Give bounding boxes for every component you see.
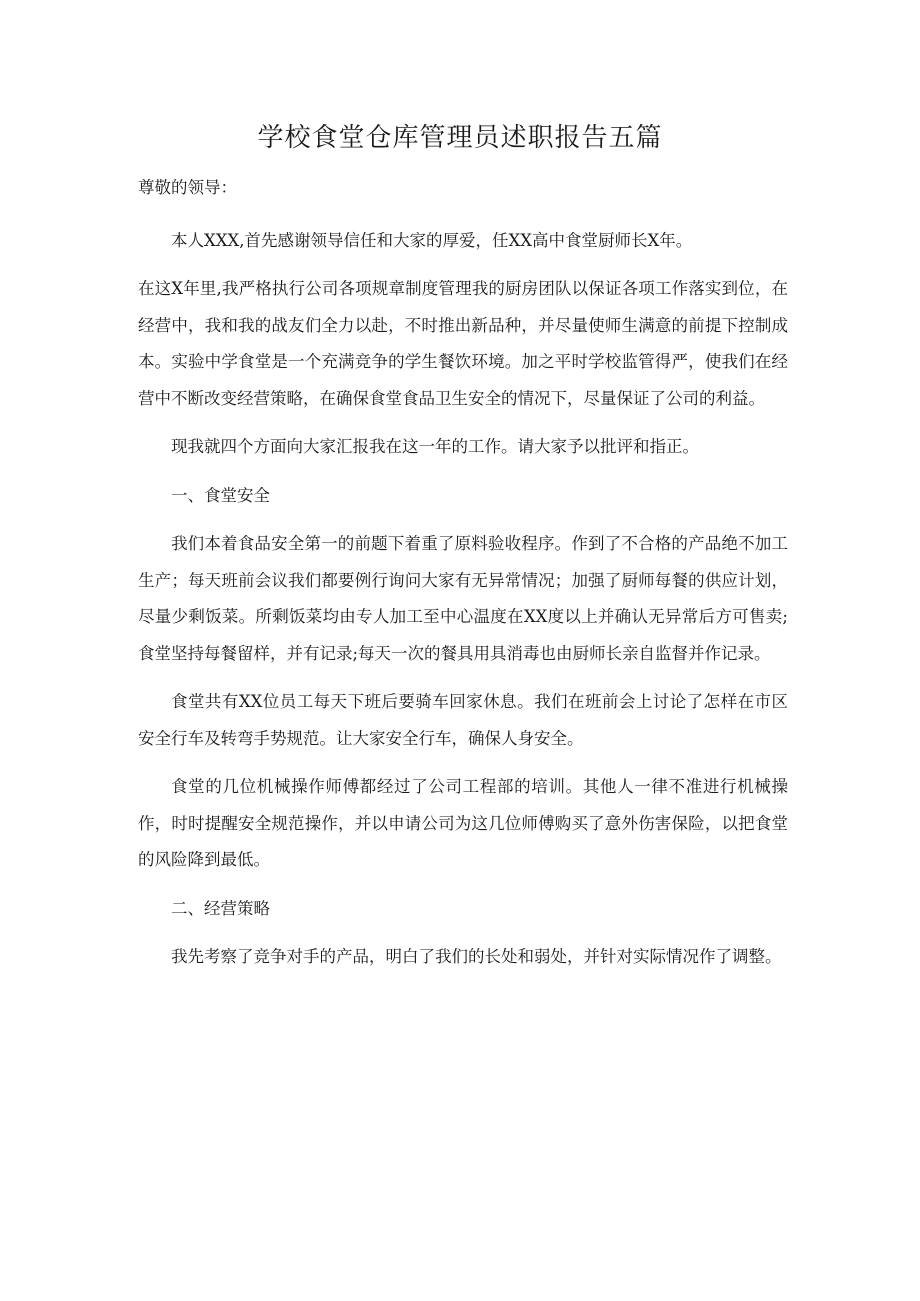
paragraph-commute-safety: 食堂共有XX位员工每天下班后要骑车回家休息。我们在班前会上讨论了怎样在市区安全行车及转弯手势规范。让大家安全行车，确保人身安全。 [138,692,788,748]
paragraph-overview: 在这X年里,我严格执行公司各项规章制度管理我的厨房团队以保证各项工作落实到位，在经营中，我和我的战友们全力以赴，不时推出新品种，并尽量使师生满意的前提下控制成本。实验中学食堂是一个充满竞争的学生餐饮环境。加之平时学校监管得严，使我们在经营中不断改变经营策略，在确保食堂食品卫生安全的情况下，尽量保证了公司的利益。 [138,279,788,408]
document-title: 学校食堂仓库管理员述职报告五篇 [257,123,663,153]
section-heading-business-strategy: 二、经营策略 [171,898,270,918]
paragraph-machine-safety: 食堂的几位机械操作师傅都经过了公司工程部的培训。其他人一律不准进行机械操作，时时提醒安全规范操作，并以申请公司为这几位师傅购买了意外伤害保险，以把食堂的风险降到最低。 [138,777,788,869]
paragraph-report-scope: 现我就四个方面向大家汇报我在这一年的工作。请大家予以批评和指正。 [171,437,699,456]
paragraph-food-safety: 我们本着食品安全第一的前题下着重了原料验收程序。作到了不合格的产品绝不加工生产；每天班前会议我们都要例行询问大家有无异常情况；加强了厨师每餐的供应计划，尽量少剩饭菜。所剩饭菜均由专人加工至中心温度在XX度以上并确认无异常后方可售卖;食堂坚持每餐留样，并有记录;每天一次的餐具用具消毒也由厨师长亲自监督并作记录。 [138,534,788,663]
paragraph-intro: 本人XXX,首先感谢领导信任和大家的厚爱，任XX高中食堂厨师长X年。 [171,230,693,250]
section-heading-food-safety: 一、食堂安全 [171,485,270,505]
salutation: 尊敬的领导： [138,178,237,197]
paragraph-business-strategy: 我先考察了竞争对手的产品，明白了我们的长处和弱处，并针对实际情况作了调整。 [171,947,782,966]
document-body [138,170,788,976]
